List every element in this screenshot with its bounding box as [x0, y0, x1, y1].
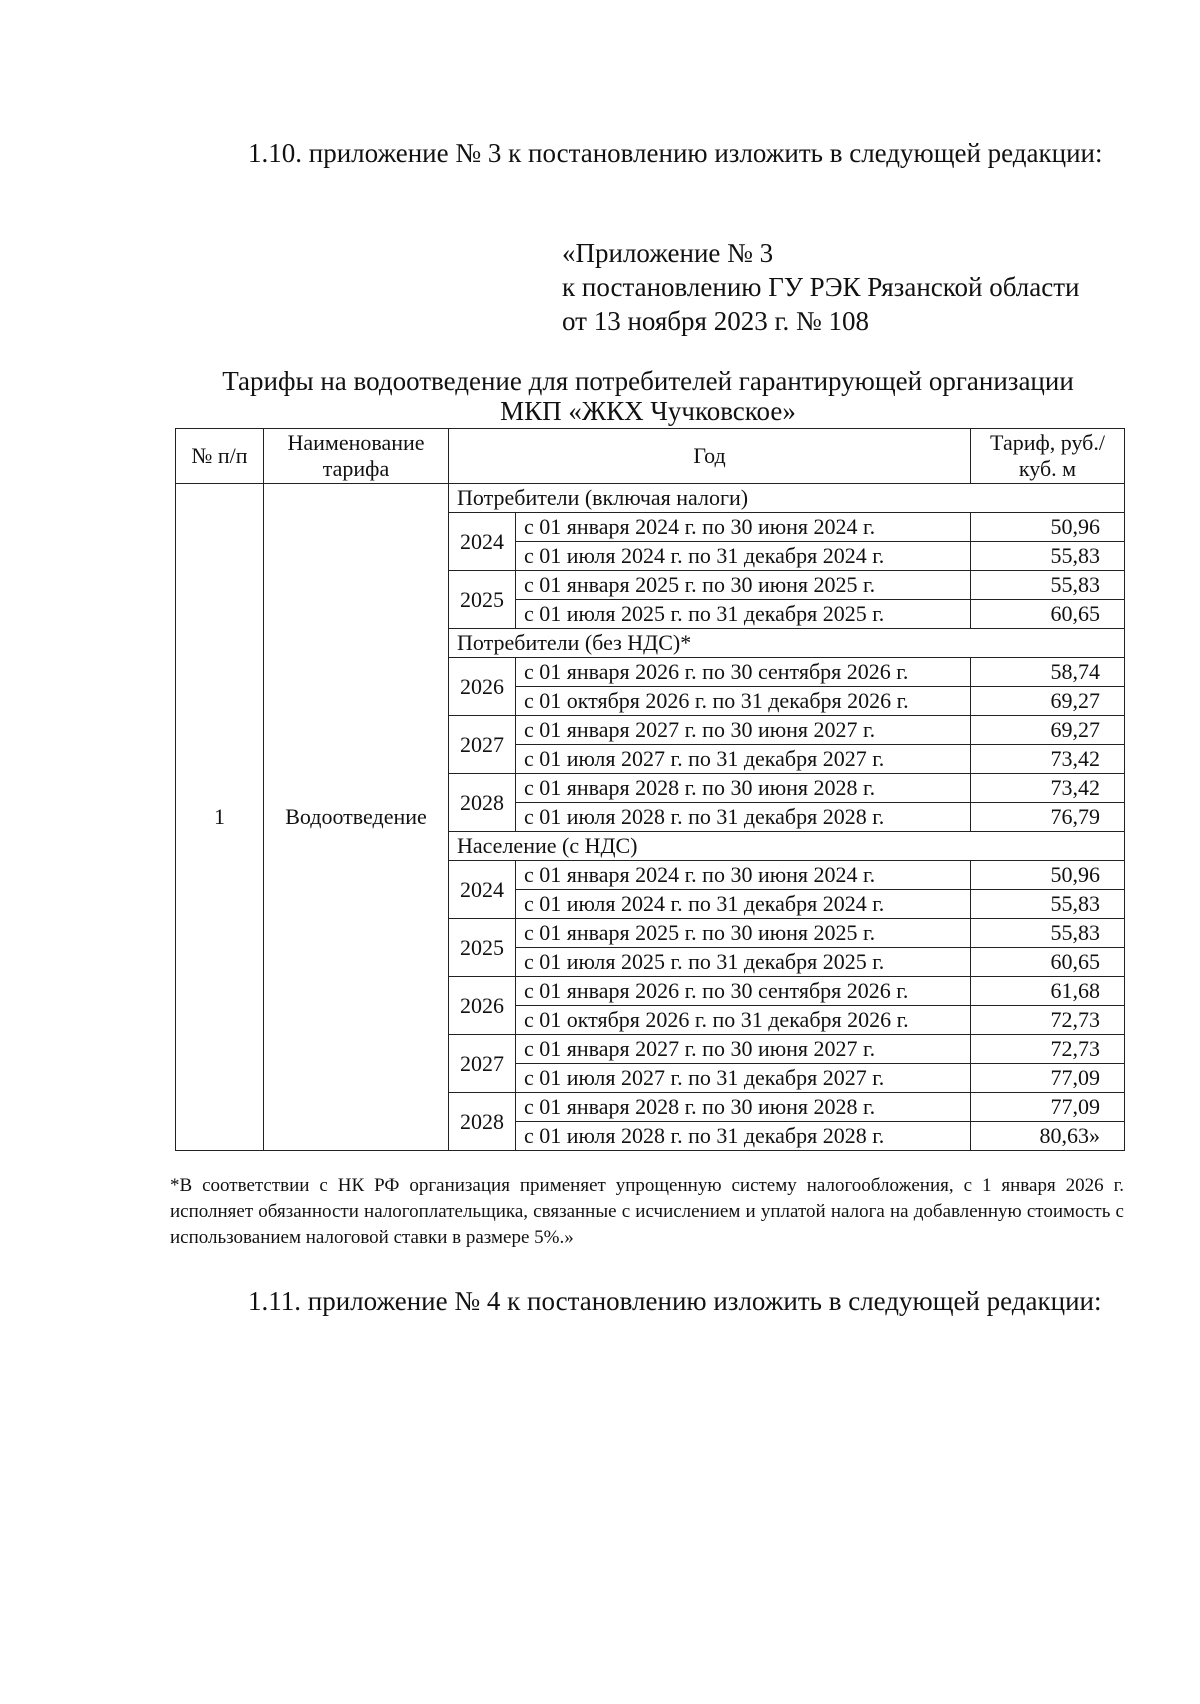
period-cell: с 01 июля 2027 г. по 31 декабря 2027 г. — [516, 745, 971, 774]
tariff-value-cell: 77,09 — [971, 1064, 1125, 1093]
period-cell: с 01 января 2027 г. по 30 июня 2027 г. — [516, 716, 971, 745]
header-num: № п/п — [176, 429, 264, 484]
period-cell: с 01 января 2026 г. по 30 сентября 2026 г. — [516, 658, 971, 687]
paragraph-1-11 — [178, 1284, 1120, 1318]
tariff-value-cell: 55,83 — [971, 571, 1125, 600]
paragraph-text: приложение № 4 к постановлению изложить в следующей редакции: — [307, 1286, 1102, 1316]
header-tariff: Тариф, руб./куб. м — [971, 429, 1125, 484]
tariff-value-cell: 77,09 — [971, 1093, 1125, 1122]
period-cell: с 01 января 2026 г. по 30 сентября 2026 г. — [516, 977, 971, 1006]
tariff-value-cell: 50,96 — [971, 861, 1125, 890]
tariff-value-cell: 55,83 — [971, 542, 1125, 571]
period-cell: с 01 июля 2027 г. по 31 декабря 2027 г. — [516, 1064, 971, 1093]
year-cell: 2024 — [449, 513, 516, 571]
period-cell: с 01 июля 2024 г. по 31 декабря 2024 г. — [516, 542, 971, 571]
tariff-value-cell: 76,79 — [971, 803, 1125, 832]
year-cell: 2025 — [449, 919, 516, 977]
period-cell: с 01 января 2025 г. по 30 июня 2025 г. — [516, 919, 971, 948]
tariff-value-cell: 80,63» — [971, 1122, 1125, 1151]
tariff-value-cell: 58,74 — [971, 658, 1125, 687]
tariff-value-cell: 50,96 — [971, 513, 1125, 542]
period-cell: с 01 июля 2028 г. по 31 декабря 2028 г. — [516, 803, 971, 832]
year-cell: 2027 — [449, 716, 516, 774]
tariff-value-cell: 69,27 — [971, 687, 1125, 716]
paragraph-text: приложение № 3 к постановлению изложить в следующей редакции: — [308, 138, 1103, 168]
tariff-value-cell: 61,68 — [971, 977, 1125, 1006]
tariff-value-cell: 60,65 — [971, 600, 1125, 629]
period-cell: с 01 января 2028 г. по 30 июня 2028 г. — [516, 774, 971, 803]
year-cell: 2028 — [449, 1093, 516, 1151]
consumer-group-label: Потребители (без НДС)* — [449, 629, 1125, 658]
tariffs-table — [175, 428, 1125, 1151]
period-cell: с 01 июля 2024 г. по 31 декабря 2024 г. — [516, 890, 971, 919]
tariff-value-cell: 60,65 — [971, 948, 1125, 977]
approval-line-3: от 13 ноября 2023 г. № 108 — [562, 306, 869, 336]
tariff-value-cell: 72,73 — [971, 1006, 1125, 1035]
period-cell: с 01 июля 2025 г. по 31 декабря 2025 г. — [516, 948, 971, 977]
footnote: *В соответствии с НК РФ организация применяет упрощенную систему налогообложения, с 1 января 2026 г. исполняет обязанности налогоплательщика, связанные с исчислением и уплатой налога на добавленную стоимость с использованием налоговой ставки в размере 5%.» — [170, 1175, 1124, 1248]
tariff-value-cell: 73,42 — [971, 745, 1125, 774]
tariff-value-cell: 55,83 — [971, 919, 1125, 948]
approval-line-1: «Приложение № 3 — [562, 238, 774, 268]
period-cell: с 01 октября 2026 г. по 31 декабря 2026 г. — [516, 687, 971, 716]
tariff-value-cell: 69,27 — [971, 716, 1125, 745]
table-header-row — [176, 429, 1125, 484]
group-row — [176, 484, 1125, 513]
period-cell: с 01 января 2024 г. по 30 июня 2024 г. — [516, 513, 971, 542]
header-year: Год — [449, 429, 971, 484]
year-cell: 2026 — [449, 977, 516, 1035]
year-cell: 2026 — [449, 658, 516, 716]
header-name: Наименование тарифа — [264, 429, 449, 484]
approval-line-2: к постановлению ГУ РЭК Рязанской области — [562, 272, 1080, 302]
table-body — [176, 484, 1125, 1151]
year-cell: 2027 — [449, 1035, 516, 1093]
tariff-value-cell: 73,42 — [971, 774, 1125, 803]
paragraph-number: 1.10. — [248, 138, 302, 168]
period-cell: с 01 января 2027 г. по 30 июня 2027 г. — [516, 1035, 971, 1064]
table-title — [170, 366, 1126, 426]
table-title-line-1: Тарифы на водоотведение для потребителей гарантирующей организации — [222, 366, 1074, 396]
appendix-approval-block — [562, 236, 1079, 338]
paragraph-1-10 — [178, 136, 1120, 170]
year-cell: 2025 — [449, 571, 516, 629]
period-cell: с 01 января 2024 г. по 30 июня 2024 г. — [516, 861, 971, 890]
consumer-group-label: Население (с НДС) — [449, 832, 1125, 861]
period-cell: с 01 января 2028 г. по 30 июня 2028 г. — [516, 1093, 971, 1122]
year-cell: 2024 — [449, 861, 516, 919]
period-cell: с 01 января 2025 г. по 30 июня 2025 г. — [516, 571, 971, 600]
table-title-line-2: МКП «ЖКХ Чучковское» — [500, 396, 796, 426]
period-cell: с 01 июля 2028 г. по 31 декабря 2028 г. — [516, 1122, 971, 1151]
row-number-cell: 1 — [176, 484, 264, 1151]
period-cell: с 01 июля 2025 г. по 31 декабря 2025 г. — [516, 600, 971, 629]
tariff-value-cell: 72,73 — [971, 1035, 1125, 1064]
consumer-group-label: Потребители (включая налоги) — [449, 484, 1125, 513]
year-cell: 2028 — [449, 774, 516, 832]
tariff-value-cell: 55,83 — [971, 890, 1125, 919]
paragraph-number: 1.11. — [248, 1286, 301, 1316]
tariff-name-cell: Водоотведение — [264, 484, 449, 1151]
period-cell: с 01 октября 2026 г. по 31 декабря 2026 г. — [516, 1006, 971, 1035]
